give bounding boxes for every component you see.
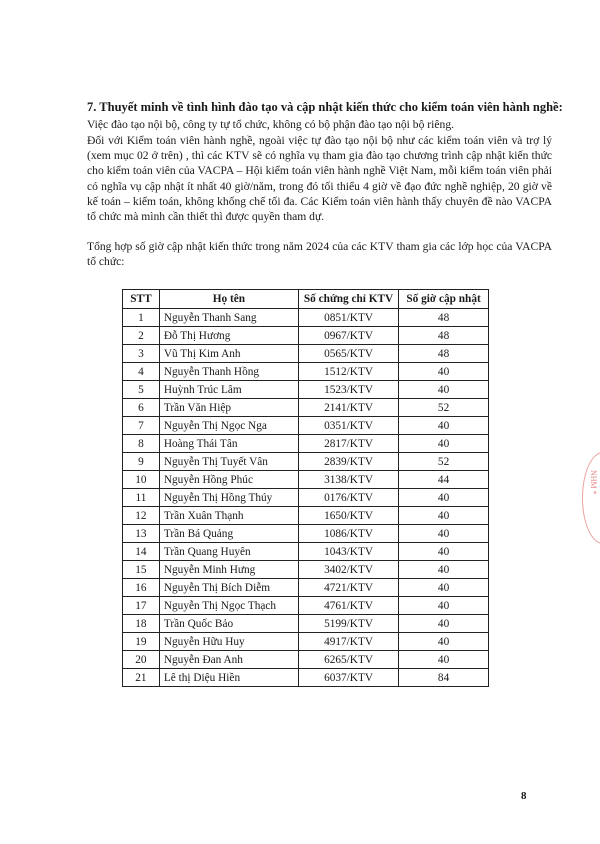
cell-hours: 84 <box>399 669 489 687</box>
cell-stt: 14 <box>123 543 160 561</box>
cell-stt: 10 <box>123 471 160 489</box>
cell-stt: 17 <box>123 597 160 615</box>
table-row <box>123 615 489 633</box>
cell-stt: 7 <box>123 417 160 435</box>
cell-cert: 1043/KTV <box>298 543 398 561</box>
section-heading: 7. Thuyết minh về tình hình đào tạo và cập nhật kiến thức cho kiểm toán viên hành nghề: <box>87 100 563 114</box>
table-row <box>123 417 489 435</box>
cell-hours: 40 <box>399 363 489 381</box>
cell-name: Nguyễn Thị Tuyết Vân <box>159 453 298 471</box>
cell-cert: 0565/KTV <box>298 345 398 363</box>
cell-hours: 48 <box>399 345 489 363</box>
cell-hours: 40 <box>399 525 489 543</box>
cell-stt: 2 <box>123 327 160 345</box>
table-row <box>123 507 489 525</box>
cell-cert: 0851/KTV <box>298 309 398 327</box>
header-hours: Số giờ cập nhật <box>399 290 489 309</box>
cell-cert: 0176/KTV <box>298 489 398 507</box>
table-row <box>123 435 489 453</box>
cell-cert: 1512/KTV <box>298 363 398 381</box>
cell-stt: 6 <box>123 399 160 417</box>
cell-name: Lê thị Diệu Hiền <box>159 669 298 687</box>
cell-hours: 40 <box>399 615 489 633</box>
table-header-row <box>123 290 489 309</box>
header-cert: Số chứng chỉ KTV <box>298 290 398 309</box>
cell-stt: 4 <box>123 363 160 381</box>
table-row <box>123 471 489 489</box>
cell-cert: 3402/KTV <box>298 561 398 579</box>
cell-hours: 40 <box>399 543 489 561</box>
cell-cert: 5199/KTV <box>298 615 398 633</box>
cell-name: Trần Văn Hiệp <box>159 399 298 417</box>
cell-cert: 1650/KTV <box>298 507 398 525</box>
cell-stt: 5 <box>123 381 160 399</box>
cell-stt: 19 <box>123 633 160 651</box>
cell-cert: 6265/KTV <box>298 651 398 669</box>
cell-hours: 40 <box>399 507 489 525</box>
cell-hours: 40 <box>399 489 489 507</box>
cell-name: Nguyễn Thanh Hồng <box>159 363 298 381</box>
cell-stt: 1 <box>123 309 160 327</box>
cell-stt: 21 <box>123 669 160 687</box>
paragraph-vacpa-obligation: Đối với Kiểm toán viên hành nghề, ngoài việc tự đào tạo nội bộ như các kiểm toán viên và trợ lý (xem mục 02 ở trên) , thì các KTV sẽ có nghĩa vụ tham gia đào tạo chương trình cập nhật kiến thức cho kiểm toán viên của VACPA – Hội kiểm toán viên hành nghề Việt Nam, mỗi kiểm toán viên phải có nghĩa vụ cập nhật ít nhất 40 giờ/năm, trong đó tối thiểu 4 giờ về đạo đức nghề nghiệp, 20 giờ về kế toán – kiểm toán, không khống chế tối đa. Các Kiểm toán viên hành thấy chuyên đề nào VACPA tổ chức mà mình cần thiết thì được quyền tham dự. <box>87 134 552 224</box>
cell-stt: 11 <box>123 489 160 507</box>
cell-name: Nguyễn Thị Ngọc Nga <box>159 417 298 435</box>
cell-cert: 1086/KTV <box>298 525 398 543</box>
cell-cert: 2817/KTV <box>298 435 398 453</box>
cell-hours: 48 <box>399 309 489 327</box>
cell-stt: 20 <box>123 651 160 669</box>
cell-name: Nguyễn Thanh Sang <box>159 309 298 327</box>
cell-stt: 13 <box>123 525 160 543</box>
cell-hours: 40 <box>399 381 489 399</box>
header-name: Họ tên <box>159 290 298 309</box>
cell-cert: 6037/KTV <box>298 669 398 687</box>
cell-name: Trần Xuân Thạnh <box>159 507 298 525</box>
table-row <box>123 651 489 669</box>
table-body <box>123 309 489 687</box>
stamp-seal-text: NHM * <box>589 470 598 495</box>
cell-hours: 40 <box>399 651 489 669</box>
header-stt: STT <box>123 290 160 309</box>
table-row <box>123 453 489 471</box>
cell-cert: 4761/KTV <box>298 597 398 615</box>
cell-hours: 52 <box>399 399 489 417</box>
cell-cert: 0351/KTV <box>298 417 398 435</box>
cell-hours: 40 <box>399 633 489 651</box>
cell-cert: 1523/KTV <box>298 381 398 399</box>
paragraph-summary-intro: Tổng hợp số giờ cập nhật kiến thức trong năm 2024 của các KTV tham gia các lớp học của VACPA tổ chức: <box>87 240 552 269</box>
cell-name: Trần Quốc Bảo <box>159 615 298 633</box>
cell-stt: 18 <box>123 615 160 633</box>
table-row <box>123 363 489 381</box>
cell-name: Nguyễn Thị Ngọc Thạch <box>159 597 298 615</box>
table-row <box>123 327 489 345</box>
cell-name: Nguyễn Hữu Huy <box>159 633 298 651</box>
table-row <box>123 381 489 399</box>
cell-name: Trần Quang Huyên <box>159 543 298 561</box>
table-row <box>123 633 489 651</box>
cell-cert: 2839/KTV <box>298 453 398 471</box>
cell-stt: 8 <box>123 435 160 453</box>
cell-hours: 48 <box>399 327 489 345</box>
table-row <box>123 309 489 327</box>
cell-cert: 4721/KTV <box>298 579 398 597</box>
auditor-hours-table <box>122 289 489 687</box>
cell-name: Nguyễn Thị Hồng Thúy <box>159 489 298 507</box>
cell-cert: 0967/KTV <box>298 327 398 345</box>
page-number: 8 <box>521 790 527 802</box>
table-row <box>123 525 489 543</box>
cell-name: Nguyễn Đan Anh <box>159 651 298 669</box>
cell-stt: 12 <box>123 507 160 525</box>
cell-cert: 2141/KTV <box>298 399 398 417</box>
cell-name: Huỳnh Trúc Lâm <box>159 381 298 399</box>
cell-stt: 15 <box>123 561 160 579</box>
cell-hours: 40 <box>399 597 489 615</box>
table-row <box>123 579 489 597</box>
cell-cert: 4917/KTV <box>298 633 398 651</box>
cell-hours: 40 <box>399 579 489 597</box>
table-row <box>123 345 489 363</box>
cell-stt: 3 <box>123 345 160 363</box>
cell-cert: 3138/KTV <box>298 471 398 489</box>
cell-hours: 52 <box>399 453 489 471</box>
cell-hours: 40 <box>399 435 489 453</box>
cell-name: Đỗ Thị Hương <box>159 327 298 345</box>
cell-stt: 16 <box>123 579 160 597</box>
table-row <box>123 669 489 687</box>
table-row <box>123 597 489 615</box>
table-row <box>123 543 489 561</box>
table-row <box>123 561 489 579</box>
cell-name: Nguyễn Thị Bích Diễm <box>159 579 298 597</box>
cell-hours: 40 <box>399 417 489 435</box>
paragraph-internal-training: Việc đào tạo nội bộ, công ty tự tổ chức, không có bộ phận đào tạo nội bộ riêng. <box>87 118 455 131</box>
cell-name: Nguyễn Minh Hưng <box>159 561 298 579</box>
cell-name: Trần Bá Quảng <box>159 525 298 543</box>
cell-name: Vũ Thị Kim Anh <box>159 345 298 363</box>
cell-name: Hoàng Thái Tân <box>159 435 298 453</box>
cell-hours: 44 <box>399 471 489 489</box>
stamp-seal <box>582 452 600 544</box>
cell-name: Nguyễn Hồng Phúc <box>159 471 298 489</box>
cell-hours: 40 <box>399 561 489 579</box>
cell-stt: 9 <box>123 453 160 471</box>
table-row <box>123 489 489 507</box>
table-row <box>123 399 489 417</box>
